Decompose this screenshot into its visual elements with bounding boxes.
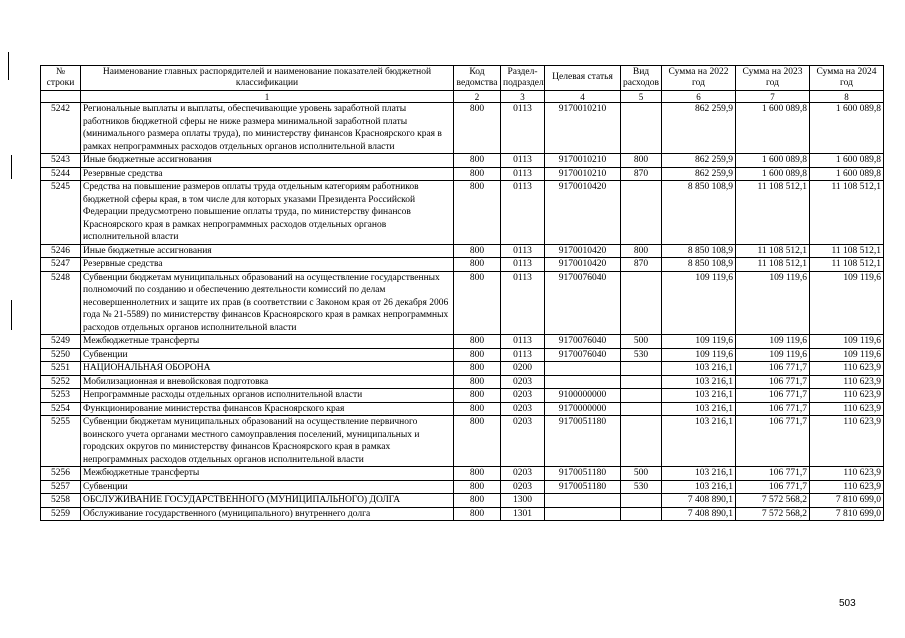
cell-sum-2024: 110 623,9 <box>810 467 884 481</box>
cell-sum-2024: 7 810 699,0 <box>810 507 884 521</box>
cell-sum-2023: 1 600 089,8 <box>736 167 810 181</box>
scan-mark <box>11 300 12 330</box>
cell-expense-type: 530 <box>621 480 662 494</box>
cell-sum-2024: 11 108 512,1 <box>810 181 884 245</box>
cell-target <box>545 507 621 521</box>
cell-sum-2024: 1 600 089,8 <box>810 103 884 154</box>
cell-target: 9170010210 <box>545 103 621 154</box>
table-row <box>41 154 884 168</box>
table-row <box>41 181 884 245</box>
cell-name: Резервные средства <box>81 167 454 181</box>
cell-dept-code: 800 <box>454 271 501 335</box>
header-sum-2024: Сумма на 2024 год <box>810 66 884 91</box>
cell-dept-code: 800 <box>454 181 501 245</box>
cell-expense-type: 530 <box>621 348 662 362</box>
cell-expense-type: 500 <box>621 335 662 349</box>
cell-sum-2022: 103 216,1 <box>662 362 736 376</box>
cell-sum-2023: 109 119,6 <box>736 348 810 362</box>
cell-row-no: 5245 <box>41 181 81 245</box>
cell-dept-code: 800 <box>454 244 501 258</box>
cell-sum-2022: 103 216,1 <box>662 375 736 389</box>
column-number: 3 <box>501 91 545 103</box>
cell-name: Иные бюджетные ассигнования <box>81 244 454 258</box>
cell-sum-2023: 11 108 512,1 <box>736 181 810 245</box>
table-row <box>41 389 884 403</box>
cell-sum-2024: 109 119,6 <box>810 271 884 335</box>
cell-sum-2022: 109 119,6 <box>662 335 736 349</box>
cell-name: Межбюджетные трансферты <box>81 467 454 481</box>
cell-row-no: 5259 <box>41 507 81 521</box>
table-row <box>41 348 884 362</box>
header-sum-2022: Сумма на 2022 год <box>662 66 736 91</box>
cell-name: Непрограммные расходы отдельных органов исполнительной власти <box>81 389 454 403</box>
cell-name: Мобилизационная и вневойсковая подготовка <box>81 375 454 389</box>
cell-row-no: 5249 <box>41 335 81 349</box>
cell-sum-2024: 11 108 512,1 <box>810 258 884 272</box>
table-row <box>41 402 884 416</box>
cell-target: 9170010420 <box>545 244 621 258</box>
cell-section: 0113 <box>501 167 545 181</box>
cell-section: 0203 <box>501 416 545 467</box>
cell-target: 9170051180 <box>545 416 621 467</box>
cell-name: Региональные выплаты и выплаты, обеспечивающие уровень заработной платы работников бюджетной сферы не ниже размера минимальной заработной платы (минимального размера оплаты труда), по министерству финансов Красноярского края в рамках непрограммных расходов отдельных органов исполнительной власти <box>81 103 454 154</box>
cell-target: 9170010420 <box>545 258 621 272</box>
table-row <box>41 480 884 494</box>
cell-expense-type <box>621 271 662 335</box>
cell-sum-2024: 110 623,9 <box>810 362 884 376</box>
cell-row-no: 5258 <box>41 494 81 508</box>
cell-row-no: 5243 <box>41 154 81 168</box>
cell-name: Иные бюджетные ассигнования <box>81 154 454 168</box>
cell-sum-2023: 106 771,7 <box>736 416 810 467</box>
cell-sum-2023: 106 771,7 <box>736 402 810 416</box>
cell-expense-type <box>621 402 662 416</box>
header-section: Раздел-подраздел <box>501 66 545 91</box>
cell-sum-2023: 11 108 512,1 <box>736 258 810 272</box>
cell-sum-2022: 8 850 108,9 <box>662 258 736 272</box>
cell-target: 9170051180 <box>545 480 621 494</box>
cell-expense-type <box>621 389 662 403</box>
cell-dept-code: 800 <box>454 362 501 376</box>
cell-target: 9170076040 <box>545 335 621 349</box>
cell-sum-2024: 110 623,9 <box>810 389 884 403</box>
cell-sum-2022: 862 259,9 <box>662 167 736 181</box>
cell-sum-2024: 110 623,9 <box>810 416 884 467</box>
cell-sum-2024: 110 623,9 <box>810 402 884 416</box>
cell-sum-2023: 7 572 568,2 <box>736 494 810 508</box>
cell-dept-code: 800 <box>454 375 501 389</box>
cell-expense-type <box>621 507 662 521</box>
scan-mark <box>11 155 12 179</box>
table-row <box>41 271 884 335</box>
column-number: 1 <box>81 91 454 103</box>
cell-target: 9170076040 <box>545 271 621 335</box>
cell-expense-type: 870 <box>621 258 662 272</box>
cell-row-no: 5242 <box>41 103 81 154</box>
cell-row-no: 5256 <box>41 467 81 481</box>
cell-row-no: 5247 <box>41 258 81 272</box>
header-name: Наименование главных распорядителей и наименование показателей бюджетной классификации <box>81 66 454 91</box>
cell-dept-code: 800 <box>454 389 501 403</box>
cell-section: 0113 <box>501 271 545 335</box>
budget-table <box>40 65 884 521</box>
header-row-no: № строки <box>41 66 81 91</box>
table-row <box>41 416 884 467</box>
cell-dept-code: 800 <box>454 258 501 272</box>
cell-sum-2024: 7 810 699,0 <box>810 494 884 508</box>
table-row <box>41 362 884 376</box>
cell-expense-type <box>621 416 662 467</box>
cell-section: 0113 <box>501 258 545 272</box>
cell-row-no: 5246 <box>41 244 81 258</box>
cell-target <box>545 375 621 389</box>
cell-section: 0113 <box>501 103 545 154</box>
cell-expense-type: 800 <box>621 244 662 258</box>
scan-mark <box>8 52 9 80</box>
cell-name: НАЦИОНАЛЬНАЯ ОБОРОНА <box>81 362 454 376</box>
page-number: 503 <box>839 598 856 609</box>
cell-name: Субвенции бюджетам муниципальных образований на осуществление государственных полномочий по созданию и обеспечению деятельности комиссий по делам несовершеннолетних и защите их прав (в соответствии с Законом края от 26 декабря 2006 года № 21-5589) по министерству финансов Красноярского края в рамках непрограммных расходов отдельных органов исполнительной власти <box>81 271 454 335</box>
column-number: 7 <box>736 91 810 103</box>
cell-target: 9170010420 <box>545 181 621 245</box>
header-target: Целевая статья <box>545 66 621 91</box>
column-number: 2 <box>454 91 501 103</box>
cell-sum-2023: 11 108 512,1 <box>736 244 810 258</box>
cell-sum-2024: 1 600 089,8 <box>810 167 884 181</box>
cell-sum-2024: 11 108 512,1 <box>810 244 884 258</box>
cell-sum-2022: 8 850 108,9 <box>662 181 736 245</box>
cell-row-no: 5250 <box>41 348 81 362</box>
cell-section: 0113 <box>501 154 545 168</box>
cell-section: 0203 <box>501 467 545 481</box>
cell-row-no: 5248 <box>41 271 81 335</box>
cell-row-no: 5251 <box>41 362 81 376</box>
cell-sum-2022: 8 850 108,9 <box>662 244 736 258</box>
column-number-row <box>41 91 884 103</box>
budget-table-container <box>40 65 883 521</box>
cell-dept-code: 800 <box>454 335 501 349</box>
cell-target: 9170000000 <box>545 402 621 416</box>
cell-expense-type: 870 <box>621 167 662 181</box>
cell-sum-2022: 862 259,9 <box>662 154 736 168</box>
cell-target: 9170010210 <box>545 167 621 181</box>
cell-sum-2022: 109 119,6 <box>662 348 736 362</box>
cell-target <box>545 494 621 508</box>
cell-name: Средства на повышение размеров оплаты труда отдельным категориям работников бюджетной сферы края, в том числе для которых указами Президента Российской Федерации предусмотрено повышение оплаты труда, по министерству финансов Красноярского края в рамках непрограммных расходов отдельных органов исполнительной власти <box>81 181 454 245</box>
cell-sum-2023: 109 119,6 <box>736 335 810 349</box>
table-body <box>41 103 884 521</box>
cell-target: 9170010210 <box>545 154 621 168</box>
cell-sum-2023: 1 600 089,8 <box>736 154 810 168</box>
cell-sum-2022: 862 259,9 <box>662 103 736 154</box>
cell-name: Субвенции <box>81 348 454 362</box>
cell-section: 0203 <box>501 480 545 494</box>
column-number <box>41 91 81 103</box>
table-row <box>41 167 884 181</box>
cell-expense-type <box>621 494 662 508</box>
cell-name: Субвенции <box>81 480 454 494</box>
cell-dept-code: 800 <box>454 467 501 481</box>
cell-row-no: 5252 <box>41 375 81 389</box>
table-row <box>41 258 884 272</box>
cell-section: 0203 <box>501 389 545 403</box>
table-row <box>41 507 884 521</box>
cell-section: 0203 <box>501 375 545 389</box>
cell-name: Функционирование министерства финансов Красноярского края <box>81 402 454 416</box>
cell-dept-code: 800 <box>454 154 501 168</box>
cell-sum-2024: 110 623,9 <box>810 375 884 389</box>
cell-name: ОБСЛУЖИВАНИЕ ГОСУДАРСТВЕННОГО (МУНИЦИПАЛЬНОГО) ДОЛГА <box>81 494 454 508</box>
cell-name: Межбюджетные трансферты <box>81 335 454 349</box>
cell-sum-2023: 106 771,7 <box>736 389 810 403</box>
cell-expense-type: 500 <box>621 467 662 481</box>
cell-sum-2022: 103 216,1 <box>662 467 736 481</box>
table-row <box>41 494 884 508</box>
column-number: 4 <box>545 91 621 103</box>
cell-dept-code: 800 <box>454 480 501 494</box>
column-number: 6 <box>662 91 736 103</box>
cell-sum-2022: 7 408 890,1 <box>662 507 736 521</box>
cell-dept-code: 800 <box>454 416 501 467</box>
cell-section: 0113 <box>501 181 545 245</box>
cell-sum-2023: 106 771,7 <box>736 362 810 376</box>
cell-expense-type <box>621 375 662 389</box>
cell-sum-2024: 109 119,6 <box>810 348 884 362</box>
header-expense-type: Вид расходов <box>621 66 662 91</box>
cell-sum-2024: 109 119,6 <box>810 335 884 349</box>
column-number: 8 <box>810 91 884 103</box>
table-row <box>41 335 884 349</box>
cell-target: 9170051180 <box>545 467 621 481</box>
cell-expense-type <box>621 362 662 376</box>
cell-dept-code: 800 <box>454 167 501 181</box>
table-row <box>41 467 884 481</box>
cell-target: 9170076040 <box>545 348 621 362</box>
cell-target: 9100000000 <box>545 389 621 403</box>
cell-sum-2024: 110 623,9 <box>810 480 884 494</box>
header-sum-2023: Сумма на 2023 год <box>736 66 810 91</box>
cell-name: Субвенции бюджетам муниципальных образований на осуществление первичного воинского учета органами местного самоуправления поселений, муниципальных и городских округов по министерству финансов Красноярского края в рамках непрограммных расходов отдельных органов исполнительной власти <box>81 416 454 467</box>
cell-sum-2023: 109 119,6 <box>736 271 810 335</box>
cell-dept-code: 800 <box>454 348 501 362</box>
cell-expense-type <box>621 181 662 245</box>
cell-sum-2022: 103 216,1 <box>662 402 736 416</box>
cell-dept-code: 800 <box>454 494 501 508</box>
table-row <box>41 103 884 154</box>
cell-row-no: 5244 <box>41 167 81 181</box>
cell-name: Обслуживание государственного (муниципального) внутреннего долга <box>81 507 454 521</box>
cell-section: 0113 <box>501 348 545 362</box>
cell-row-no: 5257 <box>41 480 81 494</box>
header-dept-code: Код ведомства <box>454 66 501 91</box>
cell-sum-2022: 103 216,1 <box>662 480 736 494</box>
cell-name: Резервные средства <box>81 258 454 272</box>
cell-section: 0113 <box>501 335 545 349</box>
cell-row-no: 5254 <box>41 402 81 416</box>
cell-sum-2022: 7 408 890,1 <box>662 494 736 508</box>
cell-expense-type: 800 <box>621 154 662 168</box>
table-row <box>41 244 884 258</box>
cell-sum-2024: 1 600 089,8 <box>810 154 884 168</box>
cell-sum-2023: 1 600 089,8 <box>736 103 810 154</box>
cell-section: 1301 <box>501 507 545 521</box>
cell-expense-type <box>621 103 662 154</box>
cell-sum-2023: 7 572 568,2 <box>736 507 810 521</box>
cell-sum-2023: 106 771,7 <box>736 467 810 481</box>
cell-sum-2023: 106 771,7 <box>736 375 810 389</box>
table-row <box>41 375 884 389</box>
cell-section: 0200 <box>501 362 545 376</box>
cell-dept-code: 800 <box>454 103 501 154</box>
cell-sum-2022: 109 119,6 <box>662 271 736 335</box>
cell-target <box>545 362 621 376</box>
cell-sum-2023: 106 771,7 <box>736 480 810 494</box>
cell-section: 0113 <box>501 244 545 258</box>
cell-sum-2022: 103 216,1 <box>662 416 736 467</box>
cell-row-no: 5255 <box>41 416 81 467</box>
cell-row-no: 5253 <box>41 389 81 403</box>
cell-sum-2022: 103 216,1 <box>662 389 736 403</box>
cell-section: 0203 <box>501 402 545 416</box>
cell-dept-code: 800 <box>454 507 501 521</box>
cell-dept-code: 800 <box>454 402 501 416</box>
cell-section: 1300 <box>501 494 545 508</box>
header-row <box>41 66 884 91</box>
column-number: 5 <box>621 91 662 103</box>
